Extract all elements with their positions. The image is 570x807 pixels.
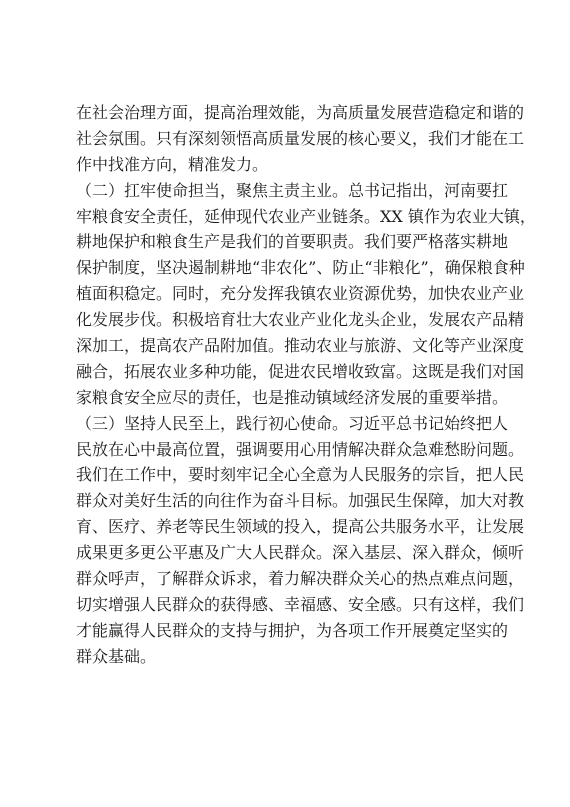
paragraph-3 [76,411,525,670]
text-line: 作中找准方向，精准发力。 [76,154,269,174]
text-line: （二）扛牢使命担当，聚焦主责主业。总书记指出，河南要扛 [76,180,509,200]
text-line: 社会氛围。只有深刻领悟高质量发展的核心要义，我们才能在工 [76,128,525,148]
text-line: 融合，拓展农业多种功能，促进农民增收致富。这既是我们对国 [76,361,525,381]
text-line: 我们在工作中，要时刻牢记全心全意为人民服务的宗旨，把人民 [76,465,525,485]
document-body [76,100,536,670]
text-line: 群众基础。 [76,646,157,666]
text-line: 家粮食安全应尽的责任，也是推动镇域经济发展的重要举措。 [76,387,509,407]
text-line: 才能赢得人民群众的支持与拥护，为各项工作开展奠定坚实的 [76,620,509,640]
text-line: 植面积稳定。同时，充分发挥我镇农业资源优势，加快农业产业 [76,284,525,304]
paragraph-2 [76,178,536,411]
text-line: 民放在心中最高位置，强调要用心用情解决群众急难愁盼问题。 [76,439,525,459]
text-line: 耕地保护和粮食生产是我们的首要职责。我们要严格落实耕地 [76,232,509,252]
text-line: 在社会治理方面，提高治理效能，为高质量发展营造稳定和谐的 [76,103,525,122]
text-line: 保护制度，坚决遏制耕地“非农化”、防止“非粮化”，确保粮食种 [76,258,525,278]
text-line: 成果更多更公平惠及广大人民群众。深入基层、深入群众，倾听 [76,543,525,563]
text-line: 切实增强人民群众的获得感、幸福感、安全感。只有这样，我们 [76,594,525,614]
text-line: 群众呼声，了解群众诉求，着力解决群众关心的热点难点问题， [76,569,525,589]
text-line: 化发展步伐。积极培育壮大农业产业化龙头企业，发展农产品精 [76,310,525,330]
text-line: 育、医疗、养老等民生领域的投入，提高公共服务水平，让发展 [76,517,525,537]
text-line: 牢粮食安全责任，延伸现代农业产业链条。XX 镇作为农业大镇， [76,206,536,226]
text-line: 深加工，提高农产品附加值。推动农业与旅游、文化等产业深度 [76,336,525,356]
text-line: 群众对美好生活的向往作为奋斗目标。加强民生保障，加大对教 [76,491,525,511]
text-line: （三）坚持人民至上，践行初心使命。习近平总书记始终把人 [76,413,509,433]
paragraph-1 [76,100,525,178]
